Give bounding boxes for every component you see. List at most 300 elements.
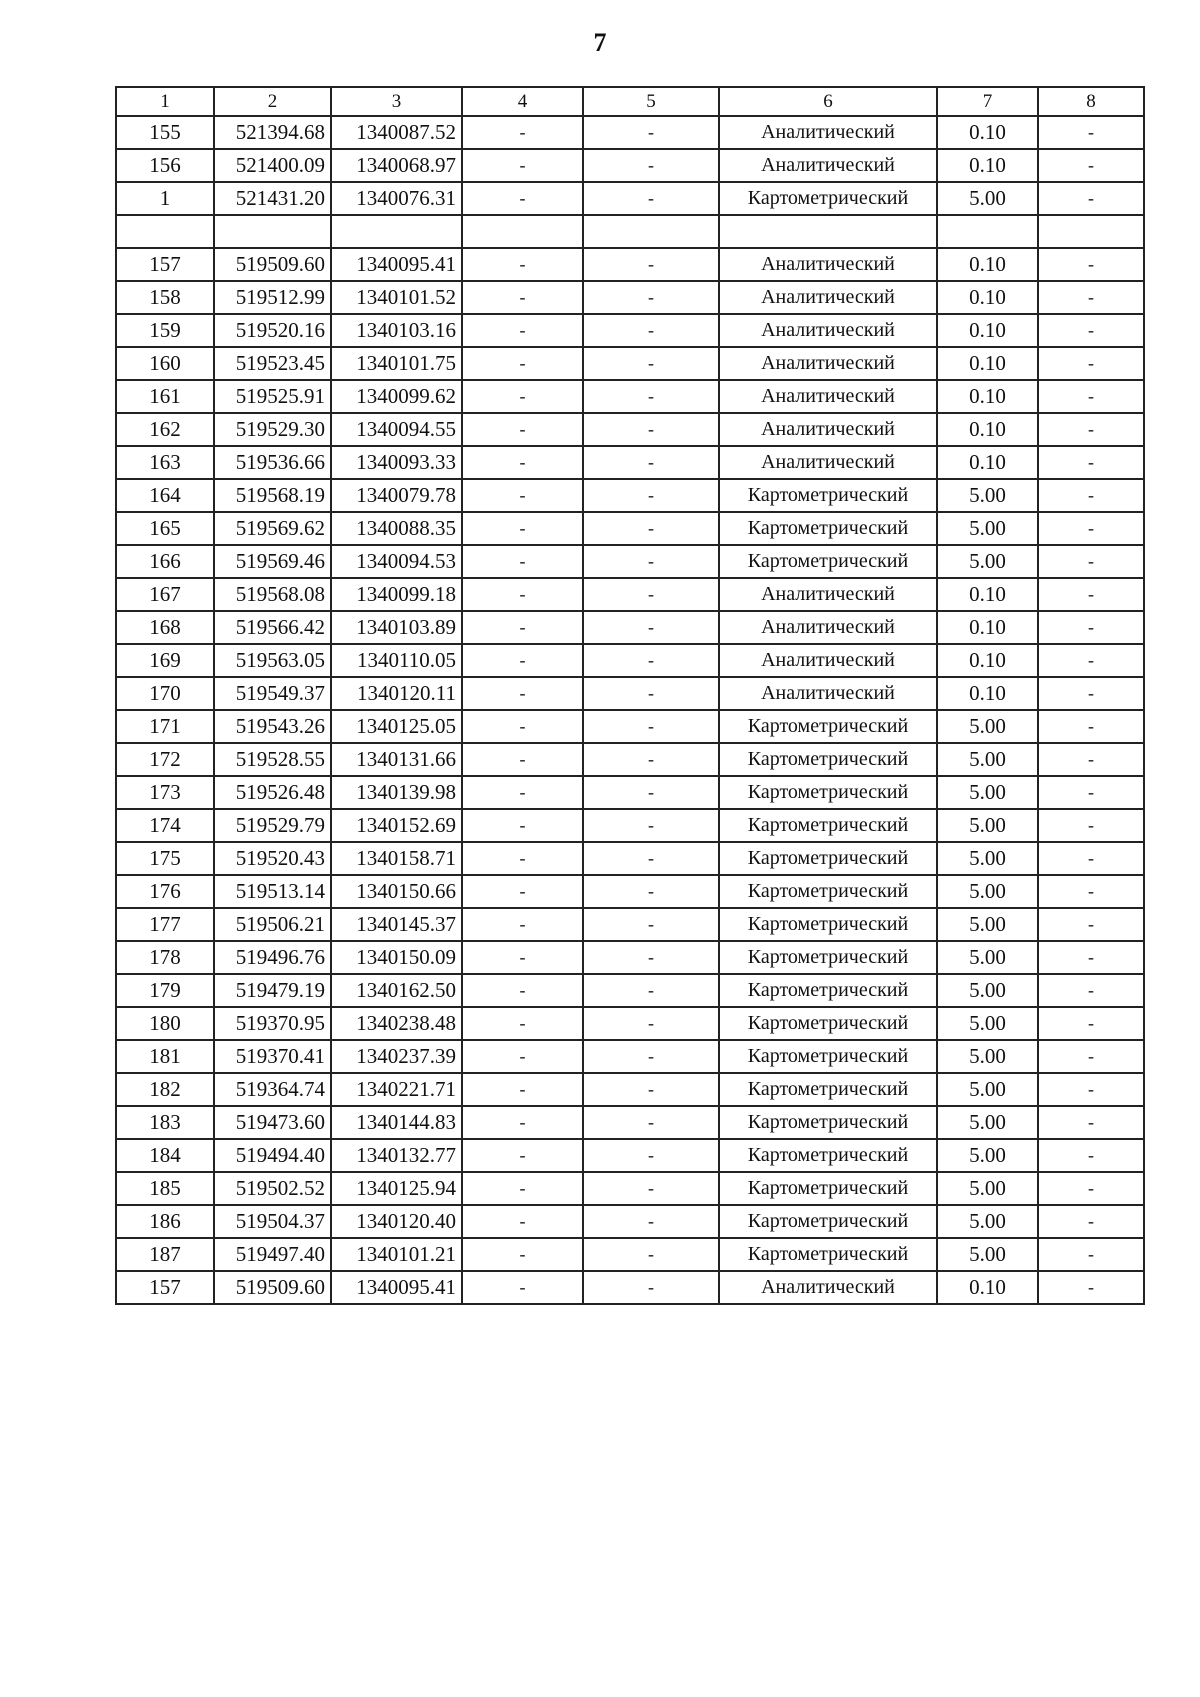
- table-header-row: [116, 87, 1144, 116]
- column-5-cell: -: [583, 380, 719, 413]
- table-row: [116, 347, 1144, 380]
- y-coordinate-cell: 1340120.40: [331, 1205, 462, 1238]
- column-4-cell: -: [462, 314, 583, 347]
- accuracy-cell: 5.00: [937, 1007, 1038, 1040]
- method-cell: Картометрический: [719, 743, 937, 776]
- column-5-cell: -: [583, 776, 719, 809]
- column-5-cell: -: [583, 1205, 719, 1238]
- column-8-cell: -: [1038, 116, 1144, 149]
- method-cell: Картометрический: [719, 842, 937, 875]
- column-5-cell: -: [583, 644, 719, 677]
- table-row: [116, 281, 1144, 314]
- y-coordinate-cell: 1340237.39: [331, 1040, 462, 1073]
- x-coordinate-cell: 519563.05: [214, 644, 331, 677]
- column-5-cell: -: [583, 974, 719, 1007]
- point-number-cell: 175: [116, 842, 214, 875]
- x-coordinate-cell: 519494.40: [214, 1139, 331, 1172]
- point-number-cell: 161: [116, 380, 214, 413]
- method-cell: Картометрический: [719, 974, 937, 1007]
- column-8-cell: -: [1038, 479, 1144, 512]
- column-5-cell: -: [583, 842, 719, 875]
- method-cell: Аналитический: [719, 149, 937, 182]
- column-8-cell: -: [1038, 677, 1144, 710]
- column-4-cell: -: [462, 1040, 583, 1073]
- accuracy-cell: 0.10: [937, 1271, 1038, 1304]
- column-8-cell: -: [1038, 611, 1144, 644]
- method-cell: Аналитический: [719, 644, 937, 677]
- table-row: [116, 677, 1144, 710]
- column-4-cell: -: [462, 1007, 583, 1040]
- column-5-cell: -: [583, 908, 719, 941]
- point-number-cell: 172: [116, 743, 214, 776]
- accuracy-cell: 0.10: [937, 446, 1038, 479]
- point-number-cell: 155: [116, 116, 214, 149]
- x-coordinate-cell: 519520.43: [214, 842, 331, 875]
- column-4-cell: -: [462, 1172, 583, 1205]
- column-4-cell: -: [462, 578, 583, 611]
- accuracy-cell: 0.10: [937, 314, 1038, 347]
- table-row: [116, 380, 1144, 413]
- table-row: [116, 1139, 1144, 1172]
- column-8-cell: -: [1038, 380, 1144, 413]
- table-row: [116, 314, 1144, 347]
- column-5-cell: -: [583, 182, 719, 215]
- column-5-cell: -: [583, 743, 719, 776]
- x-coordinate-cell: 519502.52: [214, 1172, 331, 1205]
- method-cell: Картометрический: [719, 776, 937, 809]
- column-5-cell: -: [583, 677, 719, 710]
- column-4-cell: -: [462, 281, 583, 314]
- method-cell: Картометрический: [719, 545, 937, 578]
- column-8-cell: -: [1038, 446, 1144, 479]
- header-cell: 5: [583, 87, 719, 116]
- y-coordinate-cell: 1340158.71: [331, 842, 462, 875]
- table-row: [116, 1073, 1144, 1106]
- method-cell: Картометрический: [719, 1139, 937, 1172]
- accuracy-cell: 5.00: [937, 1073, 1038, 1106]
- column-5-cell: -: [583, 281, 719, 314]
- column-8-cell: -: [1038, 347, 1144, 380]
- point-number-cell: 156: [116, 149, 214, 182]
- y-coordinate-cell: 1340101.75: [331, 347, 462, 380]
- table-row: [116, 1238, 1144, 1271]
- method-cell: Картометрический: [719, 1073, 937, 1106]
- accuracy-cell: 5.00: [937, 743, 1038, 776]
- method-cell: Картометрический: [719, 809, 937, 842]
- point-number-cell: 184: [116, 1139, 214, 1172]
- coordinates-table: [115, 86, 1145, 1305]
- column-5-cell: -: [583, 1007, 719, 1040]
- method-cell: Аналитический: [719, 611, 937, 644]
- table-row: [116, 710, 1144, 743]
- x-coordinate-cell: 519528.55: [214, 743, 331, 776]
- point-number-cell: 169: [116, 644, 214, 677]
- point-number-cell: 186: [116, 1205, 214, 1238]
- method-cell: Картометрический: [719, 182, 937, 215]
- x-coordinate-cell: 519529.30: [214, 413, 331, 446]
- table-row: [116, 116, 1144, 149]
- point-number-cell: 178: [116, 941, 214, 974]
- x-coordinate-cell: 519569.46: [214, 545, 331, 578]
- column-5-cell: -: [583, 1238, 719, 1271]
- accuracy-cell: 5.00: [937, 1106, 1038, 1139]
- column-8-cell: -: [1038, 743, 1144, 776]
- accuracy-cell: 5.00: [937, 512, 1038, 545]
- accuracy-cell: 0.10: [937, 677, 1038, 710]
- point-number-cell: 183: [116, 1106, 214, 1139]
- y-coordinate-cell: 1340144.83: [331, 1106, 462, 1139]
- y-coordinate-cell: 1340120.11: [331, 677, 462, 710]
- y-coordinate-cell: 1340150.66: [331, 875, 462, 908]
- table-row: [116, 941, 1144, 974]
- accuracy-cell: 0.10: [937, 281, 1038, 314]
- x-coordinate-cell: 519509.60: [214, 1271, 331, 1304]
- column-5-cell: -: [583, 545, 719, 578]
- point-number-cell: 1: [116, 182, 214, 215]
- column-4-cell: -: [462, 149, 583, 182]
- y-coordinate-cell: 1340101.21: [331, 1238, 462, 1271]
- column-5-cell: -: [583, 710, 719, 743]
- column-4-cell: -: [462, 182, 583, 215]
- y-coordinate-cell: 1340076.31: [331, 182, 462, 215]
- column-5-cell: -: [583, 248, 719, 281]
- method-cell: Картометрический: [719, 1238, 937, 1271]
- method-cell: Аналитический: [719, 347, 937, 380]
- table-row: [116, 578, 1144, 611]
- x-coordinate-cell: 519523.45: [214, 347, 331, 380]
- accuracy-cell: 0.10: [937, 248, 1038, 281]
- y-coordinate-cell: 1340094.53: [331, 545, 462, 578]
- accuracy-cell: 0.10: [937, 347, 1038, 380]
- column-5-cell: -: [583, 578, 719, 611]
- accuracy-cell: 5.00: [937, 776, 1038, 809]
- x-coordinate-cell: 519513.14: [214, 875, 331, 908]
- column-4-cell: -: [462, 644, 583, 677]
- point-number-cell: 157: [116, 1271, 214, 1304]
- column-4-cell: -: [462, 1139, 583, 1172]
- method-cell: Картометрический: [719, 1040, 937, 1073]
- accuracy-cell: 5.00: [937, 182, 1038, 215]
- column-4-cell: -: [462, 413, 583, 446]
- y-coordinate-cell: 1340125.05: [331, 710, 462, 743]
- x-coordinate-cell: 519497.40: [214, 1238, 331, 1271]
- column-4-cell: -: [462, 710, 583, 743]
- column-5-cell: -: [583, 1040, 719, 1073]
- point-number-cell: 158: [116, 281, 214, 314]
- y-coordinate-cell: 1340125.94: [331, 1172, 462, 1205]
- column-4-cell: -: [462, 776, 583, 809]
- x-coordinate-cell: 519479.19: [214, 974, 331, 1007]
- x-coordinate-cell: 519370.95: [214, 1007, 331, 1040]
- method-cell: Аналитический: [719, 413, 937, 446]
- accuracy-cell: 5.00: [937, 1205, 1038, 1238]
- accuracy-cell: 5.00: [937, 842, 1038, 875]
- column-5-cell: -: [583, 347, 719, 380]
- method-cell: Картометрический: [719, 479, 937, 512]
- column-8-cell: -: [1038, 545, 1144, 578]
- column-5-cell: -: [583, 446, 719, 479]
- method-cell: Аналитический: [719, 116, 937, 149]
- x-coordinate-cell: 519529.79: [214, 809, 331, 842]
- method-cell: Аналитический: [719, 314, 937, 347]
- accuracy-cell: 0.10: [937, 413, 1038, 446]
- column-4-cell: -: [462, 1271, 583, 1304]
- method-cell: Картометрический: [719, 908, 937, 941]
- y-coordinate-cell: 1340103.89: [331, 611, 462, 644]
- table-row: [116, 248, 1144, 281]
- column-8-cell: -: [1038, 248, 1144, 281]
- column-8-cell: -: [1038, 1139, 1144, 1172]
- y-coordinate-cell: 1340150.09: [331, 941, 462, 974]
- point-number-cell: 163: [116, 446, 214, 479]
- column-4-cell: -: [462, 545, 583, 578]
- column-5-cell: -: [583, 1106, 719, 1139]
- y-coordinate-cell: 1340162.50: [331, 974, 462, 1007]
- table-row: [116, 974, 1144, 1007]
- column-4-cell: -: [462, 1205, 583, 1238]
- y-coordinate-cell: 1340238.48: [331, 1007, 462, 1040]
- accuracy-cell: 0.10: [937, 149, 1038, 182]
- page-number: 7: [593, 28, 607, 57]
- header-cell: 6: [719, 87, 937, 116]
- point-number-cell: 162: [116, 413, 214, 446]
- column-8-cell: [1038, 215, 1144, 248]
- method-cell: Картометрический: [719, 1205, 937, 1238]
- x-coordinate-cell: 519549.37: [214, 677, 331, 710]
- point-number-cell: 160: [116, 347, 214, 380]
- column-4-cell: -: [462, 1073, 583, 1106]
- column-8-cell: -: [1038, 182, 1144, 215]
- method-cell: Картометрический: [719, 875, 937, 908]
- y-coordinate-cell: 1340068.97: [331, 149, 462, 182]
- point-number-cell: 173: [116, 776, 214, 809]
- accuracy-cell: 5.00: [937, 809, 1038, 842]
- column-8-cell: -: [1038, 710, 1144, 743]
- x-coordinate-cell: 519473.60: [214, 1106, 331, 1139]
- column-4-cell: -: [462, 908, 583, 941]
- point-number-cell: 179: [116, 974, 214, 1007]
- column-5-cell: -: [583, 1073, 719, 1106]
- table-row: [116, 512, 1144, 545]
- column-8-cell: -: [1038, 842, 1144, 875]
- column-4-cell: -: [462, 743, 583, 776]
- x-coordinate-cell: 519525.91: [214, 380, 331, 413]
- y-coordinate-cell: 1340099.18: [331, 578, 462, 611]
- y-coordinate-cell: 1340101.52: [331, 281, 462, 314]
- y-coordinate-cell: 1340145.37: [331, 908, 462, 941]
- y-coordinate-cell: 1340094.55: [331, 413, 462, 446]
- column-8-cell: -: [1038, 974, 1144, 1007]
- column-5-cell: [583, 215, 719, 248]
- point-number-cell: 164: [116, 479, 214, 512]
- accuracy-cell: 5.00: [937, 875, 1038, 908]
- y-coordinate-cell: 1340093.33: [331, 446, 462, 479]
- point-number-cell: 171: [116, 710, 214, 743]
- table-row: [116, 545, 1144, 578]
- x-coordinate-cell: 519364.74: [214, 1073, 331, 1106]
- point-number-cell: 166: [116, 545, 214, 578]
- column-5-cell: -: [583, 479, 719, 512]
- method-cell: Картометрический: [719, 710, 937, 743]
- x-coordinate-cell: 519512.99: [214, 281, 331, 314]
- method-cell: Аналитический: [719, 677, 937, 710]
- accuracy-cell: 5.00: [937, 479, 1038, 512]
- column-8-cell: -: [1038, 578, 1144, 611]
- accuracy-cell: 5.00: [937, 1238, 1038, 1271]
- column-4-cell: -: [462, 479, 583, 512]
- column-4-cell: -: [462, 875, 583, 908]
- accuracy-cell: 5.00: [937, 908, 1038, 941]
- method-cell: Картометрический: [719, 941, 937, 974]
- accuracy-cell: 5.00: [937, 545, 1038, 578]
- separator-row: [116, 215, 1144, 248]
- column-8-cell: -: [1038, 1172, 1144, 1205]
- method-cell: Аналитический: [719, 248, 937, 281]
- method-cell: Аналитический: [719, 446, 937, 479]
- x-coordinate-cell: 519566.42: [214, 611, 331, 644]
- column-4-cell: -: [462, 248, 583, 281]
- y-coordinate-cell: 1340152.69: [331, 809, 462, 842]
- y-coordinate-cell: 1340079.78: [331, 479, 462, 512]
- method-cell: Картометрический: [719, 1172, 937, 1205]
- x-coordinate-cell: 519506.21: [214, 908, 331, 941]
- column-8-cell: -: [1038, 314, 1144, 347]
- y-coordinate-cell: 1340088.35: [331, 512, 462, 545]
- column-5-cell: -: [583, 941, 719, 974]
- y-coordinate-cell: 1340095.41: [331, 248, 462, 281]
- column-8-cell: -: [1038, 1040, 1144, 1073]
- table-row: [116, 776, 1144, 809]
- point-number-cell: 181: [116, 1040, 214, 1073]
- column-8-cell: -: [1038, 1007, 1144, 1040]
- column-5-cell: -: [583, 1172, 719, 1205]
- table-row: [116, 1106, 1144, 1139]
- column-8-cell: -: [1038, 776, 1144, 809]
- table-row: [116, 1271, 1144, 1304]
- point-number-cell: 159: [116, 314, 214, 347]
- x-coordinate-cell: 519509.60: [214, 248, 331, 281]
- x-coordinate-cell: 519568.19: [214, 479, 331, 512]
- accuracy-cell: 5.00: [937, 974, 1038, 1007]
- accuracy-cell: 0.10: [937, 578, 1038, 611]
- table-row: [116, 1040, 1144, 1073]
- method-cell: Аналитический: [719, 578, 937, 611]
- y-coordinate-cell: [331, 215, 462, 248]
- column-5-cell: -: [583, 413, 719, 446]
- table-row: [116, 1205, 1144, 1238]
- accuracy-cell: 5.00: [937, 1040, 1038, 1073]
- table-row: [116, 611, 1144, 644]
- accuracy-cell: 5.00: [937, 1172, 1038, 1205]
- x-coordinate-cell: 519526.48: [214, 776, 331, 809]
- accuracy-cell: 5.00: [937, 710, 1038, 743]
- x-coordinate-cell: 519520.16: [214, 314, 331, 347]
- x-coordinate-cell: 521394.68: [214, 116, 331, 149]
- method-cell: Картометрический: [719, 1106, 937, 1139]
- table-row: [116, 1007, 1144, 1040]
- table-row: [116, 875, 1144, 908]
- table-row: [116, 644, 1144, 677]
- x-coordinate-cell: 519496.76: [214, 941, 331, 974]
- accuracy-cell: [937, 215, 1038, 248]
- column-5-cell: -: [583, 1139, 719, 1172]
- column-8-cell: -: [1038, 941, 1144, 974]
- column-5-cell: -: [583, 875, 719, 908]
- column-8-cell: -: [1038, 149, 1144, 182]
- y-coordinate-cell: 1340221.71: [331, 1073, 462, 1106]
- column-5-cell: -: [583, 314, 719, 347]
- column-8-cell: -: [1038, 875, 1144, 908]
- column-5-cell: -: [583, 611, 719, 644]
- point-number-cell: 177: [116, 908, 214, 941]
- column-8-cell: -: [1038, 809, 1144, 842]
- table-body: [116, 87, 1144, 1304]
- accuracy-cell: 0.10: [937, 380, 1038, 413]
- accuracy-cell: 0.10: [937, 644, 1038, 677]
- header-cell: 4: [462, 87, 583, 116]
- table-row: [116, 149, 1144, 182]
- column-5-cell: -: [583, 116, 719, 149]
- column-4-cell: -: [462, 611, 583, 644]
- point-number-cell: 176: [116, 875, 214, 908]
- method-cell: Картометрический: [719, 512, 937, 545]
- column-8-cell: -: [1038, 1238, 1144, 1271]
- column-4-cell: -: [462, 677, 583, 710]
- column-8-cell: -: [1038, 1271, 1144, 1304]
- point-number-cell: 165: [116, 512, 214, 545]
- table-row: [116, 413, 1144, 446]
- x-coordinate-cell: 521431.20: [214, 182, 331, 215]
- accuracy-cell: 0.10: [937, 116, 1038, 149]
- table-row: [116, 842, 1144, 875]
- table-row: [116, 908, 1144, 941]
- column-8-cell: -: [1038, 413, 1144, 446]
- header-cell: 8: [1038, 87, 1144, 116]
- point-number-cell: 187: [116, 1238, 214, 1271]
- column-8-cell: -: [1038, 1106, 1144, 1139]
- column-4-cell: -: [462, 347, 583, 380]
- column-4-cell: -: [462, 380, 583, 413]
- column-4-cell: -: [462, 446, 583, 479]
- point-number-cell: 180: [116, 1007, 214, 1040]
- y-coordinate-cell: 1340087.52: [331, 116, 462, 149]
- column-4-cell: -: [462, 1238, 583, 1271]
- point-number-cell: 168: [116, 611, 214, 644]
- method-cell: Картометрический: [719, 1007, 937, 1040]
- table-row: [116, 479, 1144, 512]
- x-coordinate-cell: 521400.09: [214, 149, 331, 182]
- accuracy-cell: 5.00: [937, 1139, 1038, 1172]
- point-number-cell: 167: [116, 578, 214, 611]
- point-number-cell: 185: [116, 1172, 214, 1205]
- column-4-cell: [462, 215, 583, 248]
- y-coordinate-cell: 1340132.77: [331, 1139, 462, 1172]
- table-row: [116, 446, 1144, 479]
- accuracy-cell: 5.00: [937, 941, 1038, 974]
- column-5-cell: -: [583, 149, 719, 182]
- method-cell: [719, 215, 937, 248]
- column-5-cell: -: [583, 1271, 719, 1304]
- point-number-cell: 157: [116, 248, 214, 281]
- x-coordinate-cell: 519569.62: [214, 512, 331, 545]
- y-coordinate-cell: 1340095.41: [331, 1271, 462, 1304]
- column-8-cell: -: [1038, 1205, 1144, 1238]
- column-8-cell: -: [1038, 1073, 1144, 1106]
- column-8-cell: -: [1038, 281, 1144, 314]
- method-cell: Аналитический: [719, 1271, 937, 1304]
- column-5-cell: -: [583, 809, 719, 842]
- x-coordinate-cell: 519370.41: [214, 1040, 331, 1073]
